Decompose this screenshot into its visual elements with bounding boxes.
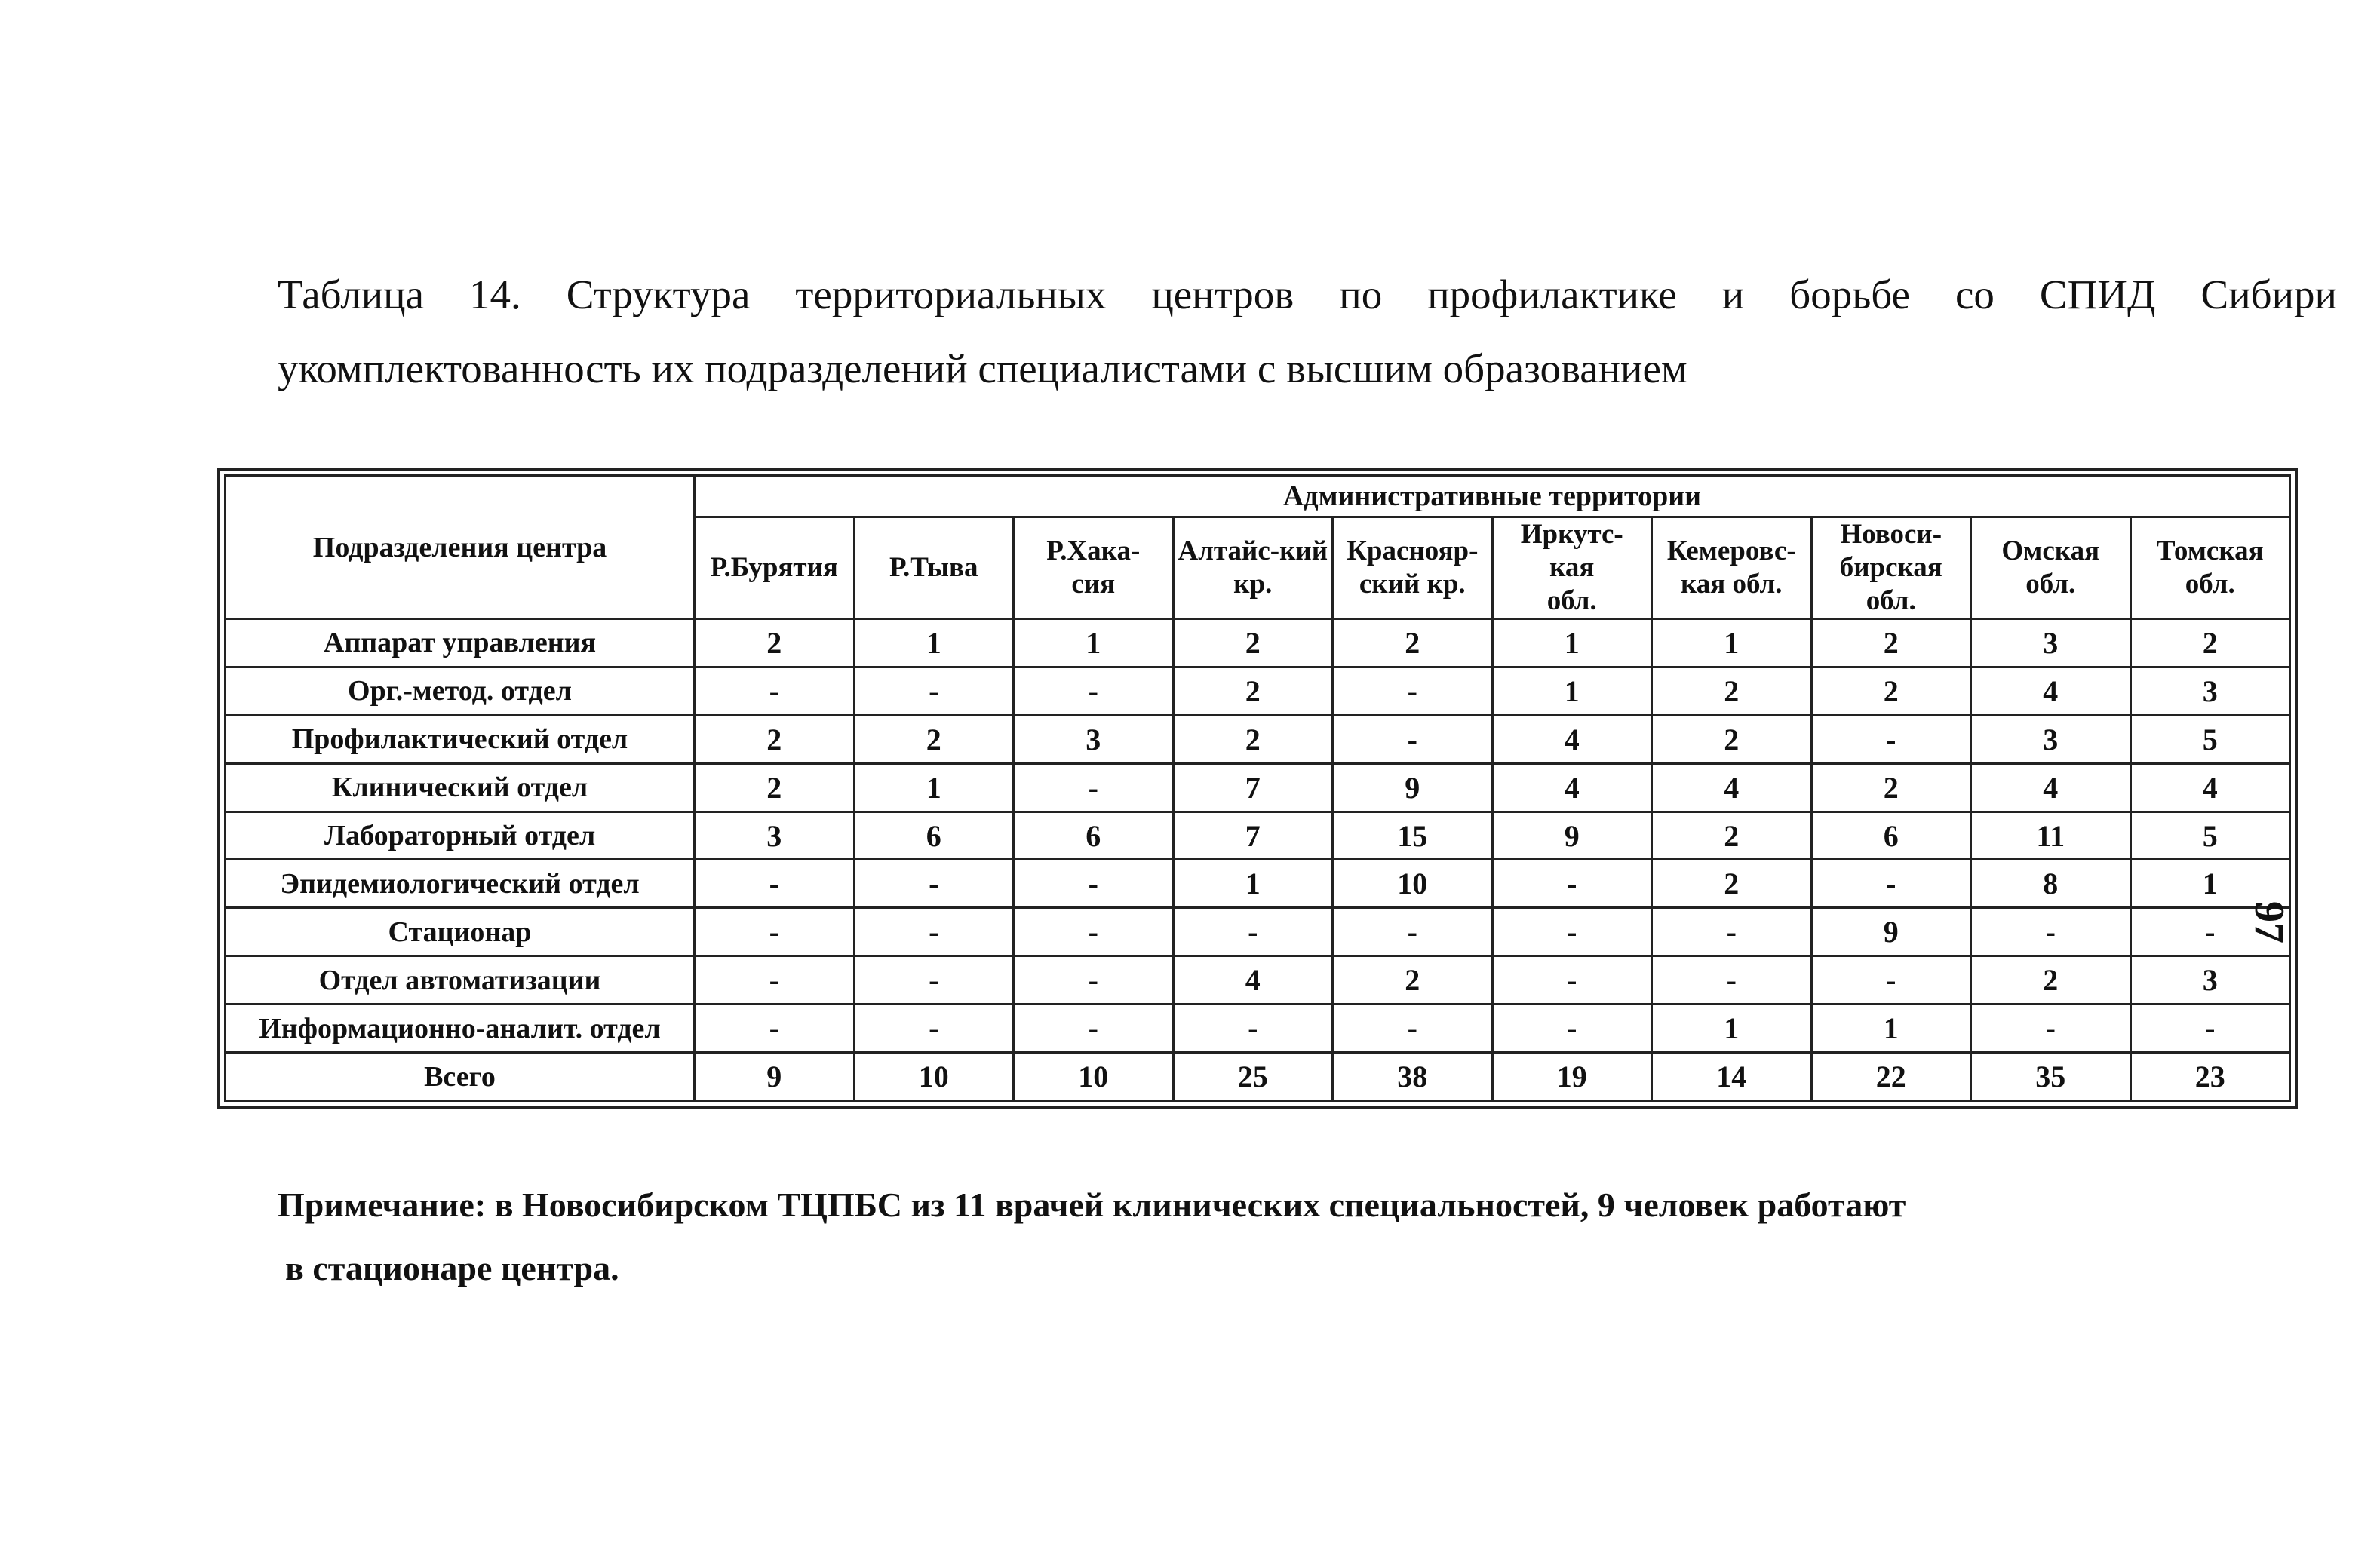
table-cell: 2: [2130, 619, 2290, 667]
column-header: Р.Бурятия: [695, 517, 855, 619]
table-cell: 2: [695, 763, 855, 811]
corner-header: Подразделения центра: [226, 476, 695, 619]
table-cell: -: [854, 860, 1014, 908]
caption-line-1: Таблица 14. Структура территориальных центров по профилактике и борьбе со СПИД Сибири: [278, 271, 2337, 317]
table-cell: 1: [1652, 619, 1812, 667]
table-cell: 3: [1971, 619, 2131, 667]
table-cell: 10: [1333, 860, 1493, 908]
table-row: [226, 908, 2290, 956]
table-cell: 1: [854, 763, 1014, 811]
row-label: Клинический отдел: [226, 763, 695, 811]
table-cell: 25: [1173, 1053, 1333, 1101]
table-cell: 7: [1173, 763, 1333, 811]
table-cell: 1: [1652, 1005, 1812, 1053]
table-cell: 2: [1333, 956, 1493, 1005]
row-label: Эпидемиологический отдел: [226, 860, 695, 908]
column-header: Краснояр- ский кр.: [1333, 517, 1493, 619]
column-header: Омская обл.: [1971, 517, 2131, 619]
table-cell: 4: [1971, 763, 2131, 811]
table-cell: 35: [1971, 1053, 2131, 1101]
table-cell: -: [1014, 1005, 1174, 1053]
table-cell: 9: [1811, 908, 1971, 956]
table-cell: 23: [2130, 1053, 2290, 1101]
table-cell: -: [695, 667, 855, 715]
row-label: Отдел автоматизации: [226, 956, 695, 1005]
table-cell: -: [1014, 667, 1174, 715]
table-cell: 4: [1492, 763, 1652, 811]
table-cell: 9: [1333, 763, 1493, 811]
table-cell: 2: [1173, 715, 1333, 763]
column-header: Кемеровс- кая обл.: [1652, 517, 1812, 619]
table-cell: 3: [1971, 715, 2131, 763]
table-cell: 2: [1652, 811, 1812, 860]
table-cell: -: [1492, 908, 1652, 956]
table-cell: -: [1811, 715, 1971, 763]
table-cell: 7: [1173, 811, 1333, 860]
row-label: Орг.-метод. отдел: [226, 667, 695, 715]
table-cell: 2: [1811, 667, 1971, 715]
table-cell: 1: [1014, 619, 1174, 667]
table-cell: 2: [1652, 667, 1812, 715]
table-cell: -: [1333, 1005, 1493, 1053]
table-cell: 8: [1971, 860, 2131, 908]
row-label: Профилактический отдел: [226, 715, 695, 763]
table-row: [226, 956, 2290, 1005]
table-cell: -: [854, 1005, 1014, 1053]
table-cell: -: [695, 956, 855, 1005]
row-label: Лабораторный отдел: [226, 811, 695, 860]
table-row: [226, 1053, 2290, 1101]
table-cell: 6: [854, 811, 1014, 860]
table-row: [226, 667, 2290, 715]
table-cell: -: [1492, 1005, 1652, 1053]
table-cell: -: [1652, 956, 1812, 1005]
table-cell: 2: [1173, 667, 1333, 715]
table-cell: 2: [854, 715, 1014, 763]
table-cell: -: [1014, 860, 1174, 908]
staffing-table: [224, 474, 2291, 1102]
table-cell: 1: [1173, 860, 1333, 908]
column-header: Алтайс-кий кр.: [1173, 517, 1333, 619]
table-cell: 3: [1014, 715, 1174, 763]
table-cell: -: [1173, 1005, 1333, 1053]
table-cell: -: [1971, 1005, 2131, 1053]
table-cell: 11: [1971, 811, 2131, 860]
table-cell: 9: [695, 1053, 855, 1101]
table-row: [226, 715, 2290, 763]
table-cell: 2: [1652, 860, 1812, 908]
table-cell: 22: [1811, 1053, 1971, 1101]
table-cell: -: [1652, 908, 1812, 956]
table-cell: 19: [1492, 1053, 1652, 1101]
column-header: Р.Хака- сия: [1014, 517, 1174, 619]
table-cell: 14: [1652, 1053, 1812, 1101]
table-cell: -: [1014, 908, 1174, 956]
table-row: [226, 1005, 2290, 1053]
table-cell: -: [1492, 956, 1652, 1005]
caption-line-2: укомплектованность их подразделений специалистами с высшим образованием: [278, 345, 1687, 391]
table-caption: [278, 258, 2337, 406]
table-row: [226, 811, 2290, 860]
table-cell: 1: [1811, 1005, 1971, 1053]
table-cell: 3: [2130, 667, 2290, 715]
table-cell: 2: [1173, 619, 1333, 667]
row-label: Стационар: [226, 908, 695, 956]
table-cell: 1: [854, 619, 1014, 667]
table-cell: 1: [1492, 619, 1652, 667]
table-cell: 9: [1492, 811, 1652, 860]
table-cell: 2: [1333, 619, 1493, 667]
table-cell: -: [1492, 860, 1652, 908]
table-cell: 1: [2130, 860, 2290, 908]
table-cell: 1: [1492, 667, 1652, 715]
table-cell: -: [1333, 715, 1493, 763]
table-row: [226, 763, 2290, 811]
table-cell: -: [1971, 908, 2131, 956]
group-header: Административные территории: [695, 476, 2290, 517]
table-cell: 2: [1811, 619, 1971, 667]
table-cell: -: [1173, 908, 1333, 956]
table-cell: -: [854, 956, 1014, 1005]
column-header: Р.Тыва: [854, 517, 1014, 619]
table-cell: 5: [2130, 811, 2290, 860]
table-cell: -: [695, 860, 855, 908]
data-table-frame: [217, 468, 2298, 1109]
table-cell: 10: [854, 1053, 1014, 1101]
table-cell: -: [2130, 908, 2290, 956]
table-cell: 4: [2130, 763, 2290, 811]
table-cell: 2: [1811, 763, 1971, 811]
table-cell: 4: [1971, 667, 2131, 715]
table-cell: 10: [1014, 1053, 1174, 1101]
table-cell: 38: [1333, 1053, 1493, 1101]
column-header: Иркутс- кая обл.: [1492, 517, 1652, 619]
table-cell: 3: [695, 811, 855, 860]
table-cell: -: [1811, 860, 1971, 908]
table-cell: -: [1811, 956, 1971, 1005]
table-cell: -: [854, 667, 1014, 715]
column-header: Новоси- бирская обл.: [1811, 517, 1971, 619]
table-cell: -: [695, 1005, 855, 1053]
column-header: Томская обл.: [2130, 517, 2290, 619]
row-label: Аппарат управления: [226, 619, 695, 667]
table-cell: -: [1333, 667, 1493, 715]
table-cell: -: [1014, 763, 1174, 811]
table-cell: 6: [1811, 811, 1971, 860]
table-cell: 5: [2130, 715, 2290, 763]
table-cell: 3: [2130, 956, 2290, 1005]
table-cell: 15: [1333, 811, 1493, 860]
table-row: [226, 619, 2290, 667]
table-cell: 4: [1492, 715, 1652, 763]
table-cell: -: [695, 908, 855, 956]
row-label: Всего: [226, 1053, 695, 1101]
note-line-2: в стационаре центра.: [285, 1249, 619, 1287]
table-cell: -: [2130, 1005, 2290, 1053]
row-label: Информационно-аналит. отдел: [226, 1005, 695, 1053]
note-line-1: Примечание: в Новосибирском ТЦПБС из 11 врачей клинических специальностей, 9 человек работают: [278, 1186, 1906, 1224]
table-cell: 2: [695, 715, 855, 763]
table-cell: -: [854, 908, 1014, 956]
table-body: [226, 619, 2290, 1101]
group-header-row: [226, 476, 2290, 517]
table-cell: -: [1014, 956, 1174, 1005]
page-number: 97: [2246, 901, 2292, 943]
table-cell: 2: [1971, 956, 2131, 1005]
table-cell: 4: [1173, 956, 1333, 1005]
table-cell: 4: [1652, 763, 1812, 811]
table-cell: 6: [1014, 811, 1174, 860]
table-cell: 2: [695, 619, 855, 667]
table-cell: -: [1333, 908, 1493, 956]
table-row: [226, 860, 2290, 908]
table-note: [278, 1173, 1906, 1300]
table-cell: 2: [1652, 715, 1812, 763]
